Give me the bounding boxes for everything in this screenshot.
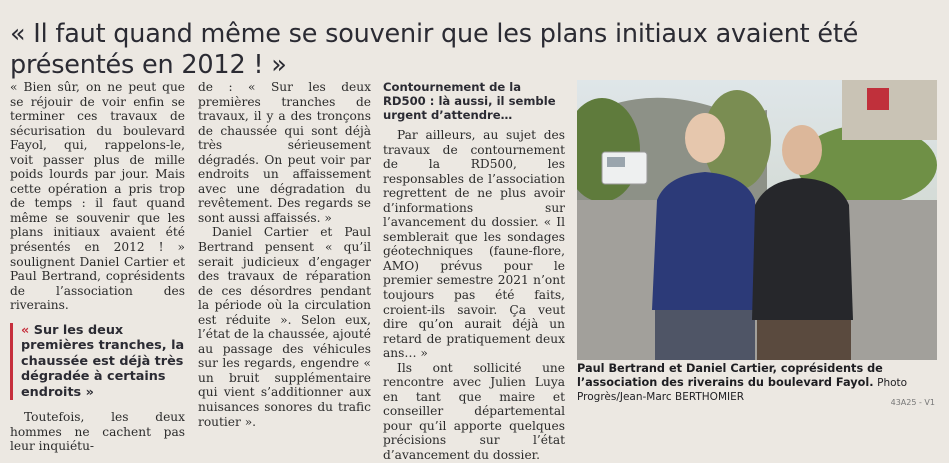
caption-text: Paul Bertrand et Daniel Cartier, coprésidents de l’association des riverains du boulevard Fayol.: [577, 362, 883, 389]
headline: « Il faut quand même se souvenir que les plans initiaux avaient été présentés en 2012 ! »: [10, 19, 859, 81]
section-subhead: Contournement de la RD500 : là aussi, il semble urgent d’attendre…: [383, 80, 556, 122]
article-column-1: [10, 80, 185, 454]
pull-quote: [10, 323, 185, 401]
photo-caption: [577, 362, 939, 404]
paragraph: Toutefois, les deux hommes ne cachent pas leur inquiétu-: [10, 410, 185, 454]
page-code: 43A25 - V1: [890, 398, 935, 407]
paragraph: Ils ont sollicité une rencontre avec Julien Luya en tant que maire et conseiller départemental pour qu’il apporte quelques précisions sur l’état d’avancement du dossier.: [383, 360, 565, 463]
article-column-3: [383, 80, 565, 463]
paragraph: « Bien sûr, on ne peut que se réjouir de voir enfin se terminer ces travaux de sécurisation du boulevard Fayol, qui, rappelons-le, voit passer plus de mille poids lourds par jour. Mais cette opération a pris trop de temps : il faut quand même se souvenir que les plans initiaux avaient été présentés en 2012 ! » soulignent Daniel Cartier et Paul Bertrand, coprésidents de l’association des riverains.: [10, 80, 185, 313]
pull-quote-mark: «: [21, 322, 30, 338]
paragraph: Par ailleurs, au sujet des travaux de contournement de la RD500, les responsables de l’association regrettent de ne plus avoir d’informations sur l’avancement du dossier. « Il semblerait que les sondages géotechniques (faune-flore, AMO) prévus pour le premier semestre 2021 n’ont toujours pas été faits, croient-ils savoir. Ça veut dire qu’on aurait déjà un retard de pratiquement deux ans… »: [383, 128, 565, 361]
article-photo: [577, 80, 937, 360]
photo-credit: Photo Progrès/Jean-Marc BERTHOMIER: [577, 377, 908, 403]
article-column-2: [198, 80, 371, 429]
pull-quote-text: Sur les deux premières tranches, la chaussée est déjà très dégradée à certains endroits »: [21, 322, 185, 400]
photo-illustration: [577, 80, 937, 360]
paragraph: Daniel Cartier et Paul Bertrand pensent « qu’il serait judicieux d’engager des travaux de réparation de ces désordres pendant la période où la circulation est réduite ». Selon eux, l’état de la chaussée, ajouté au passage des véhicules sur les regards, engendre « un bruit supplémentaire qui vient s’additionner aux nuisances sonores du trafic routier ».: [198, 225, 371, 429]
paragraph: de : « Sur les deux premières tranches de travaux, il y a des tronçons de chaussée qui sont déjà très sérieusement dégradés. On peut voir par endroits un affaissement avec une dégradation du revêtement. Des regards se sont aussi affaissés. »: [198, 80, 371, 225]
